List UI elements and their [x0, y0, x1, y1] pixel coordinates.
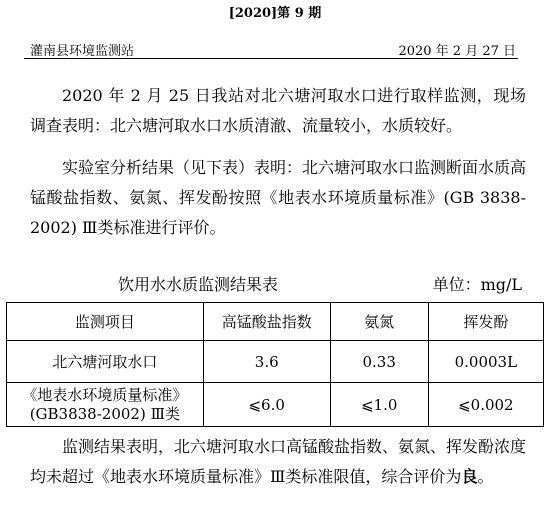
organization-name: 灌南县环境监测站	[30, 44, 135, 59]
results-table	[6, 302, 544, 427]
table-header-row	[7, 303, 544, 341]
header-cell-item: 监测项目	[7, 303, 204, 341]
standard-permanganate-cell: ⩽6.0	[203, 383, 330, 427]
report-date: 2020 年 2 月 27 日	[398, 44, 516, 59]
header-cell-ammonia: 氨氮	[330, 303, 428, 341]
site-phenol-cell: 0.0003L	[428, 341, 543, 383]
header-divider	[24, 58, 518, 59]
table-row-standard	[7, 383, 544, 427]
standard-name-line2: (GB3838-2002) Ⅲ类	[29, 404, 181, 423]
standard-name-line1: 《地表水环境质量标准》	[22, 385, 188, 404]
site-name-cell: 北六塘河取水口	[7, 341, 204, 383]
paragraph-sampling: 2020 年 2 月 25 日我站对北六塘河取水口进行取样监测，现场调查表明：北六塘河取水口水质清澈、流量较小，水质较好。	[30, 86, 526, 135]
header-cell-permanganate: 高锰酸盐指数	[203, 303, 330, 341]
site-ammonia-cell: 0.33	[330, 341, 428, 383]
table-unit: 单位：mg/L	[432, 275, 522, 294]
paragraph-conclusion	[30, 432, 526, 492]
conclusion-end: 。	[477, 467, 494, 486]
issue-number: [2020]第 9 期	[228, 6, 322, 21]
conclusion-text: 监测结果表明，北六塘河取水口高锰酸盐指数、氨氮、挥发酚浓度均未超过《地表水环境质量标准》Ⅲ类标准限值，综合评价为	[30, 437, 527, 486]
site-permanganate-cell: 3.6	[203, 341, 330, 383]
table-caption: 饮用水水质监测结果表	[118, 275, 279, 294]
table-row-site	[7, 341, 544, 383]
standard-phenol-cell: ⩽0.002	[428, 383, 543, 427]
header-cell-phenol: 挥发酚	[428, 303, 543, 341]
standard-ammonia-cell: ⩽1.0	[330, 383, 428, 427]
conclusion-rating: 良	[461, 467, 478, 486]
standard-name-cell	[7, 383, 204, 427]
paragraph-analysis: 实验室分析结果（见下表）表明：北六塘河取水口监测断面水质高锰酸盐指数、氨氮、挥发酚按照《地表水环境质量标准》(GB 3838-2002) Ⅲ类标准进行评价。	[30, 158, 527, 237]
